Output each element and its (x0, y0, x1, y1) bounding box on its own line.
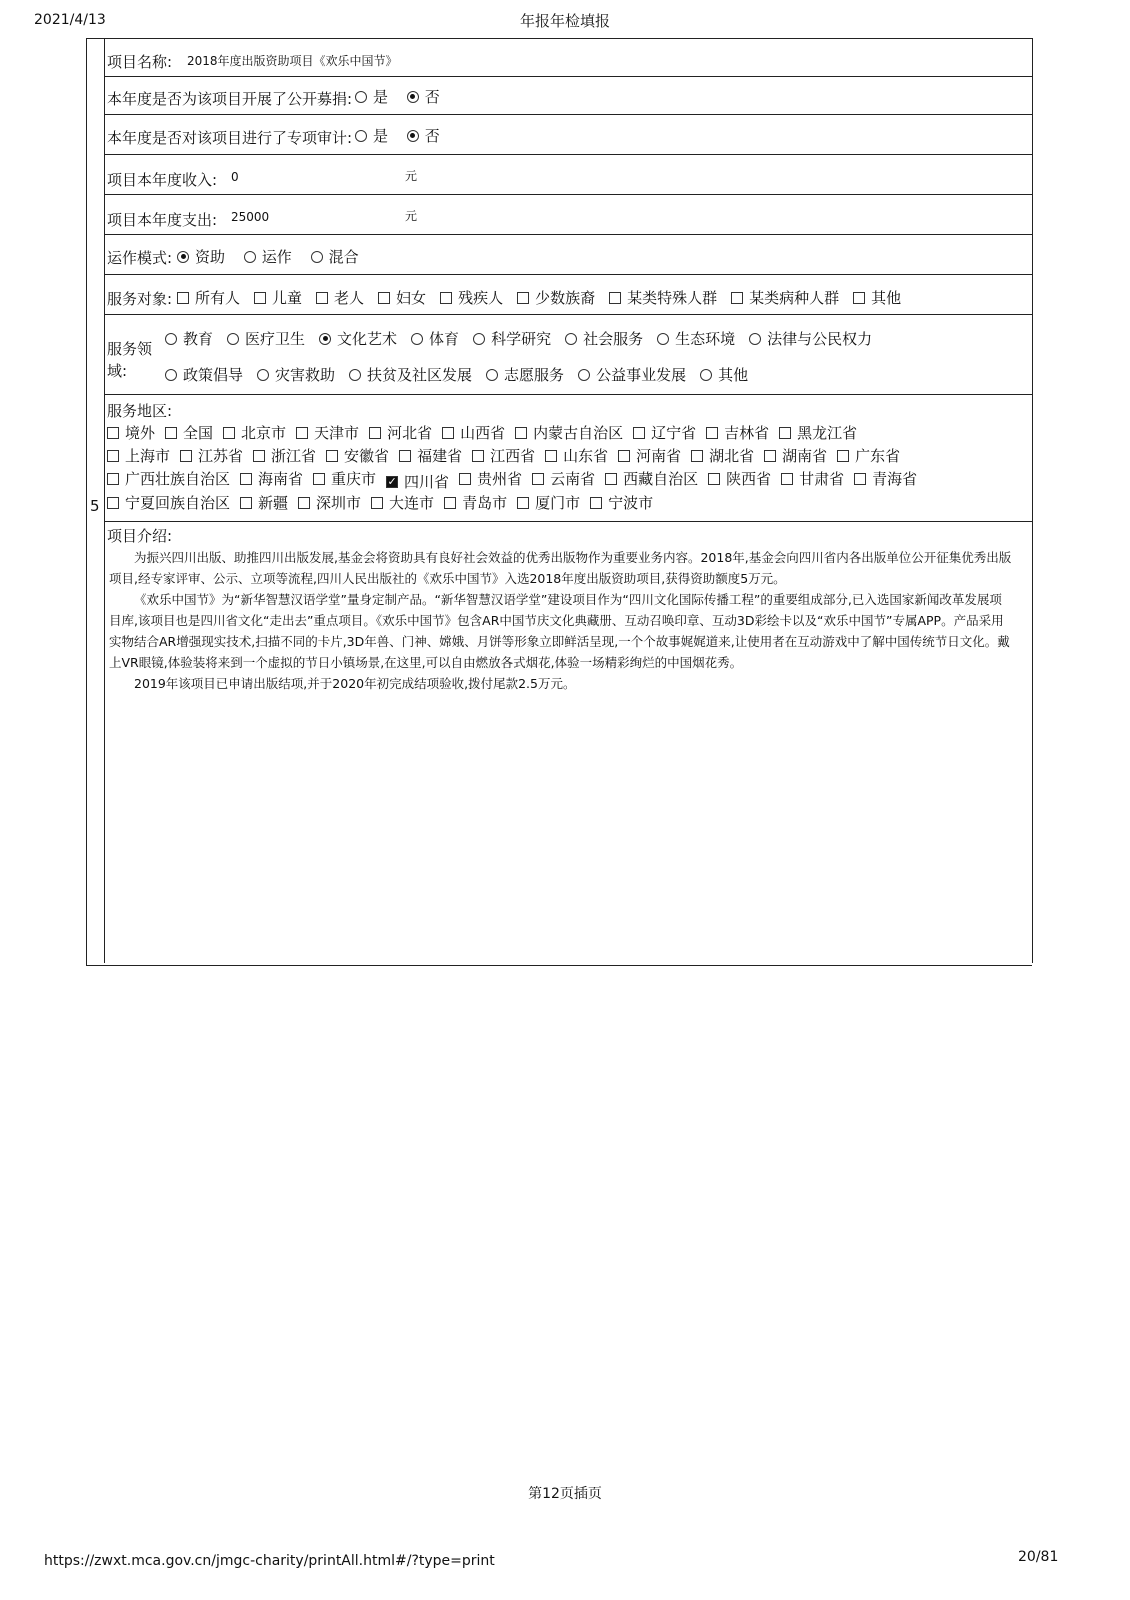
option-label: 贵州省 (477, 470, 523, 488)
checkbox-icon (240, 497, 252, 509)
service-target-option[interactable] (853, 287, 901, 308)
page-title: 年报年检填报 (519, 12, 610, 30)
income-row (105, 154, 1032, 195)
checkbox-icon (313, 473, 325, 485)
checkbox-icon (633, 427, 645, 439)
option-label: 体育 (429, 330, 460, 348)
special-audit-label: 本年度是否对该项目进行了专项审计: (107, 129, 353, 147)
option-label: 安徽省 (344, 447, 390, 465)
expense-row (105, 194, 1032, 235)
radio-icon (165, 333, 177, 345)
radio-icon (578, 369, 590, 381)
checkbox-icon (590, 497, 602, 509)
option-label: 黑龙江省 (797, 424, 858, 442)
option-label: 大连市 (389, 494, 435, 512)
operation-mode-row (105, 234, 1032, 275)
option-label: 青海省 (872, 470, 918, 488)
checkbox-icon (731, 292, 743, 304)
service-target-label: 服务对象: (107, 290, 173, 308)
option-label: 其他 (871, 289, 902, 307)
option-label: 文化艺术 (337, 330, 398, 348)
option-label: 吉林省 (724, 424, 770, 442)
checkbox-icon (605, 473, 617, 485)
radio-icon (355, 91, 367, 103)
service-area-option[interactable] (633, 422, 696, 443)
service-area-option[interactable] (240, 468, 303, 489)
radio-icon (473, 333, 485, 345)
option-label: 河北省 (387, 424, 433, 442)
project-name-value: 2018年度出版资助项目《欢乐中国节》 (187, 54, 398, 68)
option-label: 是 (373, 127, 389, 145)
print-date: 2021/4/13 (34, 12, 106, 28)
option-label: 科学研究 (491, 330, 552, 348)
service-field-label-1: 服务领 (107, 340, 153, 358)
income-label: 项目本年度收入: (107, 171, 218, 189)
service-target-option[interactable] (254, 287, 302, 308)
option-label: 老人 (334, 289, 365, 307)
option-label: 云南省 (550, 470, 596, 488)
option-label: 山西省 (460, 424, 506, 442)
radio-icon (486, 369, 498, 381)
service-area-option[interactable] (545, 445, 608, 466)
checkbox-icon (107, 427, 119, 439)
checkbox-icon (459, 473, 471, 485)
checkbox-icon (326, 450, 338, 462)
radio-icon (657, 333, 669, 345)
service-area-option[interactable] (590, 492, 653, 513)
service-area-option[interactable] (298, 492, 361, 513)
option-label: 西藏自治区 (623, 470, 699, 488)
service-field-option[interactable] (349, 364, 472, 385)
checkbox-icon (691, 450, 703, 462)
service-area-option[interactable] (253, 445, 316, 466)
option-label: 湖北省 (709, 447, 755, 465)
checkbox-icon (515, 427, 527, 439)
checkbox-icon (618, 450, 630, 462)
service-field-option[interactable] (565, 328, 643, 349)
option-label: 混合 (328, 248, 359, 266)
expense-unit: 元 (405, 209, 418, 223)
checkbox-icon (854, 473, 866, 485)
service-area-row (105, 394, 1032, 522)
service-target-option[interactable] (609, 287, 717, 308)
radio-icon (244, 251, 256, 263)
intro-body (109, 547, 1014, 694)
service-area-option[interactable] (605, 468, 698, 489)
option-label: 法律与公民权力 (767, 330, 873, 348)
service-area-option[interactable] (837, 445, 900, 466)
option-label: 公益事业发展 (596, 366, 687, 384)
service-area-option[interactable] (854, 468, 917, 489)
service-area-option[interactable] (532, 468, 595, 489)
option-label: 宁夏回族自治区 (125, 494, 231, 512)
radio-icon (165, 369, 177, 381)
service-area-option[interactable] (326, 445, 389, 466)
checkbox-icon (545, 450, 557, 462)
checkbox-icon (517, 292, 529, 304)
intro-paragraph: 2019年该项目已申请出版结项,并于2020年初完成结项验收,拨付尾款2.5万元。 (134, 676, 576, 691)
service-field-option[interactable] (657, 328, 735, 349)
option-label: 教育 (183, 330, 214, 348)
checkbox-icon (177, 292, 189, 304)
checkbox-icon (107, 497, 119, 509)
service-area-option[interactable] (781, 468, 844, 489)
checkbox-icon (296, 427, 308, 439)
service-field-option[interactable] (411, 328, 459, 349)
radio-icon (565, 333, 577, 345)
option-label: 扶贫及社区发展 (367, 366, 473, 384)
option-label: 残疾人 (458, 289, 504, 307)
checkbox-icon (532, 473, 544, 485)
expense-label: 项目本年度支出: (107, 211, 218, 229)
option-label: 江西省 (490, 447, 536, 465)
service-area-option[interactable] (444, 492, 507, 513)
option-label: 北京市 (241, 424, 287, 442)
checkbox-checked-icon: ✓ (387, 474, 397, 488)
option-label: 全国 (183, 424, 214, 442)
option-label: 厦门市 (535, 494, 581, 512)
option-label: 河南省 (636, 447, 682, 465)
option-label: 深圳市 (316, 494, 362, 512)
form-content (104, 38, 1033, 963)
option-label: 新疆 (258, 494, 289, 512)
special-audit-row (105, 114, 1032, 155)
service-field-option[interactable] (257, 364, 335, 385)
option-label: 广东省 (855, 447, 901, 465)
option-label: 天津市 (314, 424, 360, 442)
public-fundraising-no[interactable] (407, 86, 440, 107)
checkbox-icon (107, 450, 119, 462)
checkbox-icon (779, 427, 791, 439)
radio-icon (257, 369, 269, 381)
checkbox-icon (444, 497, 456, 509)
operation-mode-operate[interactable] (244, 246, 292, 267)
service-target-option[interactable] (177, 287, 240, 308)
option-label: 所有人 (195, 289, 241, 307)
radio-icon (311, 251, 323, 263)
service-target-option[interactable] (378, 287, 426, 308)
option-label: 是 (373, 88, 389, 106)
option-label: 社会服务 (583, 330, 644, 348)
service-target-row (105, 274, 1032, 315)
intro-paragraph: 为振兴四川出版、助推四川出版发展,基金会将资助具有良好社会效益的优秀出版物作为重要业务内容。2018年,基金会向四川省内各出版单位公开征集优秀出版项目,经专家评审、公示、立项等流程,四川人民出版社的《欢乐中国节》入选2018年度出版资助项目,获得资助额度5万元。 (109, 550, 1012, 586)
checkbox-icon (378, 292, 390, 304)
special-audit-no[interactable] (407, 125, 440, 146)
service-area-option[interactable] (369, 422, 432, 443)
row-number: 5 (90, 497, 100, 515)
service-area-option[interactable] (515, 422, 623, 443)
radio-selected-icon (319, 333, 331, 345)
option-label: 宁波市 (608, 494, 654, 512)
radio-icon (227, 333, 239, 345)
option-label: 运作 (261, 248, 292, 266)
radio-icon (411, 333, 423, 345)
option-label: 福建省 (417, 447, 463, 465)
option-label: 否 (424, 127, 440, 145)
service-area-option[interactable] (517, 492, 580, 513)
intro-row (105, 521, 1032, 963)
checkbox-icon (399, 450, 411, 462)
option-label: 重庆市 (331, 470, 377, 488)
option-label: 海南省 (258, 470, 304, 488)
radio-icon (700, 369, 712, 381)
checkbox-icon (764, 450, 776, 462)
service-area-option[interactable] (223, 422, 286, 443)
service-field-option[interactable] (700, 364, 748, 385)
checkbox-icon (853, 292, 865, 304)
checkbox-icon (107, 473, 119, 485)
income-value: 0 (231, 170, 239, 184)
radio-icon (355, 130, 367, 142)
service-area-option[interactable] (764, 445, 827, 466)
option-label: 内蒙古自治区 (533, 424, 624, 442)
checkbox-icon (240, 473, 252, 485)
public-fundraising-yes[interactable] (355, 86, 388, 107)
service-area-option[interactable] (371, 492, 434, 513)
operation-mode-mixed[interactable] (311, 246, 359, 267)
option-label: 生态环境 (675, 330, 736, 348)
service-area-option[interactable] (472, 445, 535, 466)
service-field-option[interactable] (578, 364, 686, 385)
checkbox-icon (253, 450, 265, 462)
option-label: 陕西省 (726, 470, 772, 488)
operation-mode-label: 运作模式: (107, 249, 173, 267)
option-label: 江苏省 (198, 447, 244, 465)
service-field-option[interactable] (749, 328, 872, 349)
radio-selected-icon (407, 91, 419, 103)
option-label: 广西壮族自治区 (125, 470, 231, 488)
option-label: 否 (424, 88, 440, 106)
checkbox-icon (781, 473, 793, 485)
option-label: 境外 (125, 424, 156, 442)
option-label: 灾害救助 (275, 366, 336, 384)
service-area-option[interactable] (618, 445, 681, 466)
operation-mode-grant[interactable] (177, 246, 225, 267)
checkbox-icon (298, 497, 310, 509)
service-field-row (105, 314, 1032, 395)
service-field-option[interactable] (319, 328, 397, 349)
service-area-option[interactable] (399, 445, 462, 466)
checkbox-icon (440, 292, 452, 304)
public-fundraising-label: 本年度是否为该项目开展了公开募捐: (107, 90, 353, 108)
radio-selected-icon (407, 130, 419, 142)
service-field-option[interactable] (473, 328, 551, 349)
intro-paragraph: 《欢乐中国节》为“新华智慧汉语学堂”量身定制产品。“新华智慧汉语学堂”建设项目作为“四川文化国际传播工程”的重要组成部分,已入选国家新闻改革发展项目库,该项目也是四川省文化“走出去”重点项目。《欢乐中国节》包含AR中国节庆文化典藏册、互动召唤印章、互动3D彩绘卡以及“欢乐中国节”专属APP。产品采用实物结合AR增强现实技术,扫描不同的卡片,3D年兽、门神、嫦娥、月饼等形象立即鲜活呈现,一个个故事娓娓道来,让使用者在互动游戏中了解中国传统节日文化。戴上VR眼镜,体验装将来到一个虚拟的节日小镇场景,在这里,可以自由燃放各式烟花,体验一场精彩绚烂的中国烟花秀。 (109, 592, 1010, 670)
print-url: https://zwxt.mca.gov.cn/jmgc-charity/printAll.html#/?type=print (44, 1553, 495, 1569)
service-area-option[interactable] (706, 422, 769, 443)
checkbox-icon (254, 292, 266, 304)
public-fundraising-row (105, 76, 1032, 115)
project-name-row (105, 38, 1032, 77)
radio-icon (749, 333, 761, 345)
option-label: 上海市 (125, 447, 171, 465)
option-label: 妇女 (396, 289, 427, 307)
service-field-option[interactable] (486, 364, 564, 385)
checkbox-icon (180, 450, 192, 462)
service-target-option[interactable] (316, 287, 364, 308)
option-label: 湖南省 (782, 447, 828, 465)
service-field-option[interactable] (165, 328, 213, 349)
service-area-option[interactable] (107, 492, 230, 513)
option-label: 政策倡导 (183, 366, 244, 384)
project-name-label: 项目名称: (107, 53, 173, 71)
option-label: 某类特殊人群 (627, 289, 718, 307)
checkbox-icon (837, 450, 849, 462)
checkbox-icon (371, 497, 383, 509)
checkbox-icon (165, 427, 177, 439)
service-area-option[interactable] (691, 445, 754, 466)
service-area-option[interactable] (107, 468, 230, 489)
page-count: 20/81 (1018, 1549, 1059, 1565)
option-label: 四川省 (404, 473, 450, 491)
service-area-option[interactable] (107, 445, 170, 466)
service-field-label-2: 域: (107, 362, 128, 380)
checkbox-icon (369, 427, 381, 439)
checkbox-icon (609, 292, 621, 304)
service-area-option[interactable] (779, 422, 857, 443)
checkbox-icon (708, 473, 720, 485)
option-label: 儿童 (272, 289, 303, 307)
service-area-option[interactable] (459, 468, 522, 489)
radio-icon (349, 369, 361, 381)
option-label: 甘肃省 (799, 470, 845, 488)
service-area-label: 服务地区: (107, 402, 173, 420)
option-label: 其他 (718, 366, 749, 384)
checkbox-icon (223, 427, 235, 439)
service-area-option[interactable] (708, 468, 771, 489)
service-area-option[interactable] (386, 471, 449, 492)
service-target-option[interactable] (731, 287, 839, 308)
intro-label: 项目介绍: (107, 527, 173, 545)
page-label: 第12页插页 (528, 1486, 602, 1502)
option-label: 青岛市 (462, 494, 508, 512)
option-label: 少数族裔 (535, 289, 596, 307)
checkbox-icon (706, 427, 718, 439)
service-area-option[interactable] (442, 422, 505, 443)
option-label: 山东省 (563, 447, 609, 465)
checkbox-icon (517, 497, 529, 509)
option-label: 医疗卫生 (245, 330, 306, 348)
income-unit: 元 (405, 169, 418, 183)
service-field-option[interactable] (227, 328, 305, 349)
option-label: 资助 (195, 248, 226, 266)
option-label: 志愿服务 (504, 366, 565, 384)
special-audit-yes[interactable] (355, 125, 388, 146)
service-area-option[interactable] (107, 422, 155, 443)
service-target-option[interactable] (517, 287, 595, 308)
option-label: 浙江省 (271, 447, 317, 465)
service-area-option[interactable] (240, 492, 288, 513)
option-label: 某类病种人群 (749, 289, 840, 307)
service-area-option[interactable] (296, 422, 359, 443)
option-label: 辽宁省 (651, 424, 697, 442)
checkbox-icon (316, 292, 328, 304)
expense-value: 25000 (231, 210, 270, 224)
service-area-option[interactable] (313, 468, 376, 489)
service-target-option[interactable] (440, 287, 503, 308)
checkbox-icon (442, 427, 454, 439)
checkbox-icon (472, 450, 484, 462)
radio-selected-icon (177, 251, 189, 263)
service-field-option[interactable] (165, 364, 243, 385)
service-area-option[interactable] (165, 422, 213, 443)
service-area-option[interactable] (180, 445, 243, 466)
